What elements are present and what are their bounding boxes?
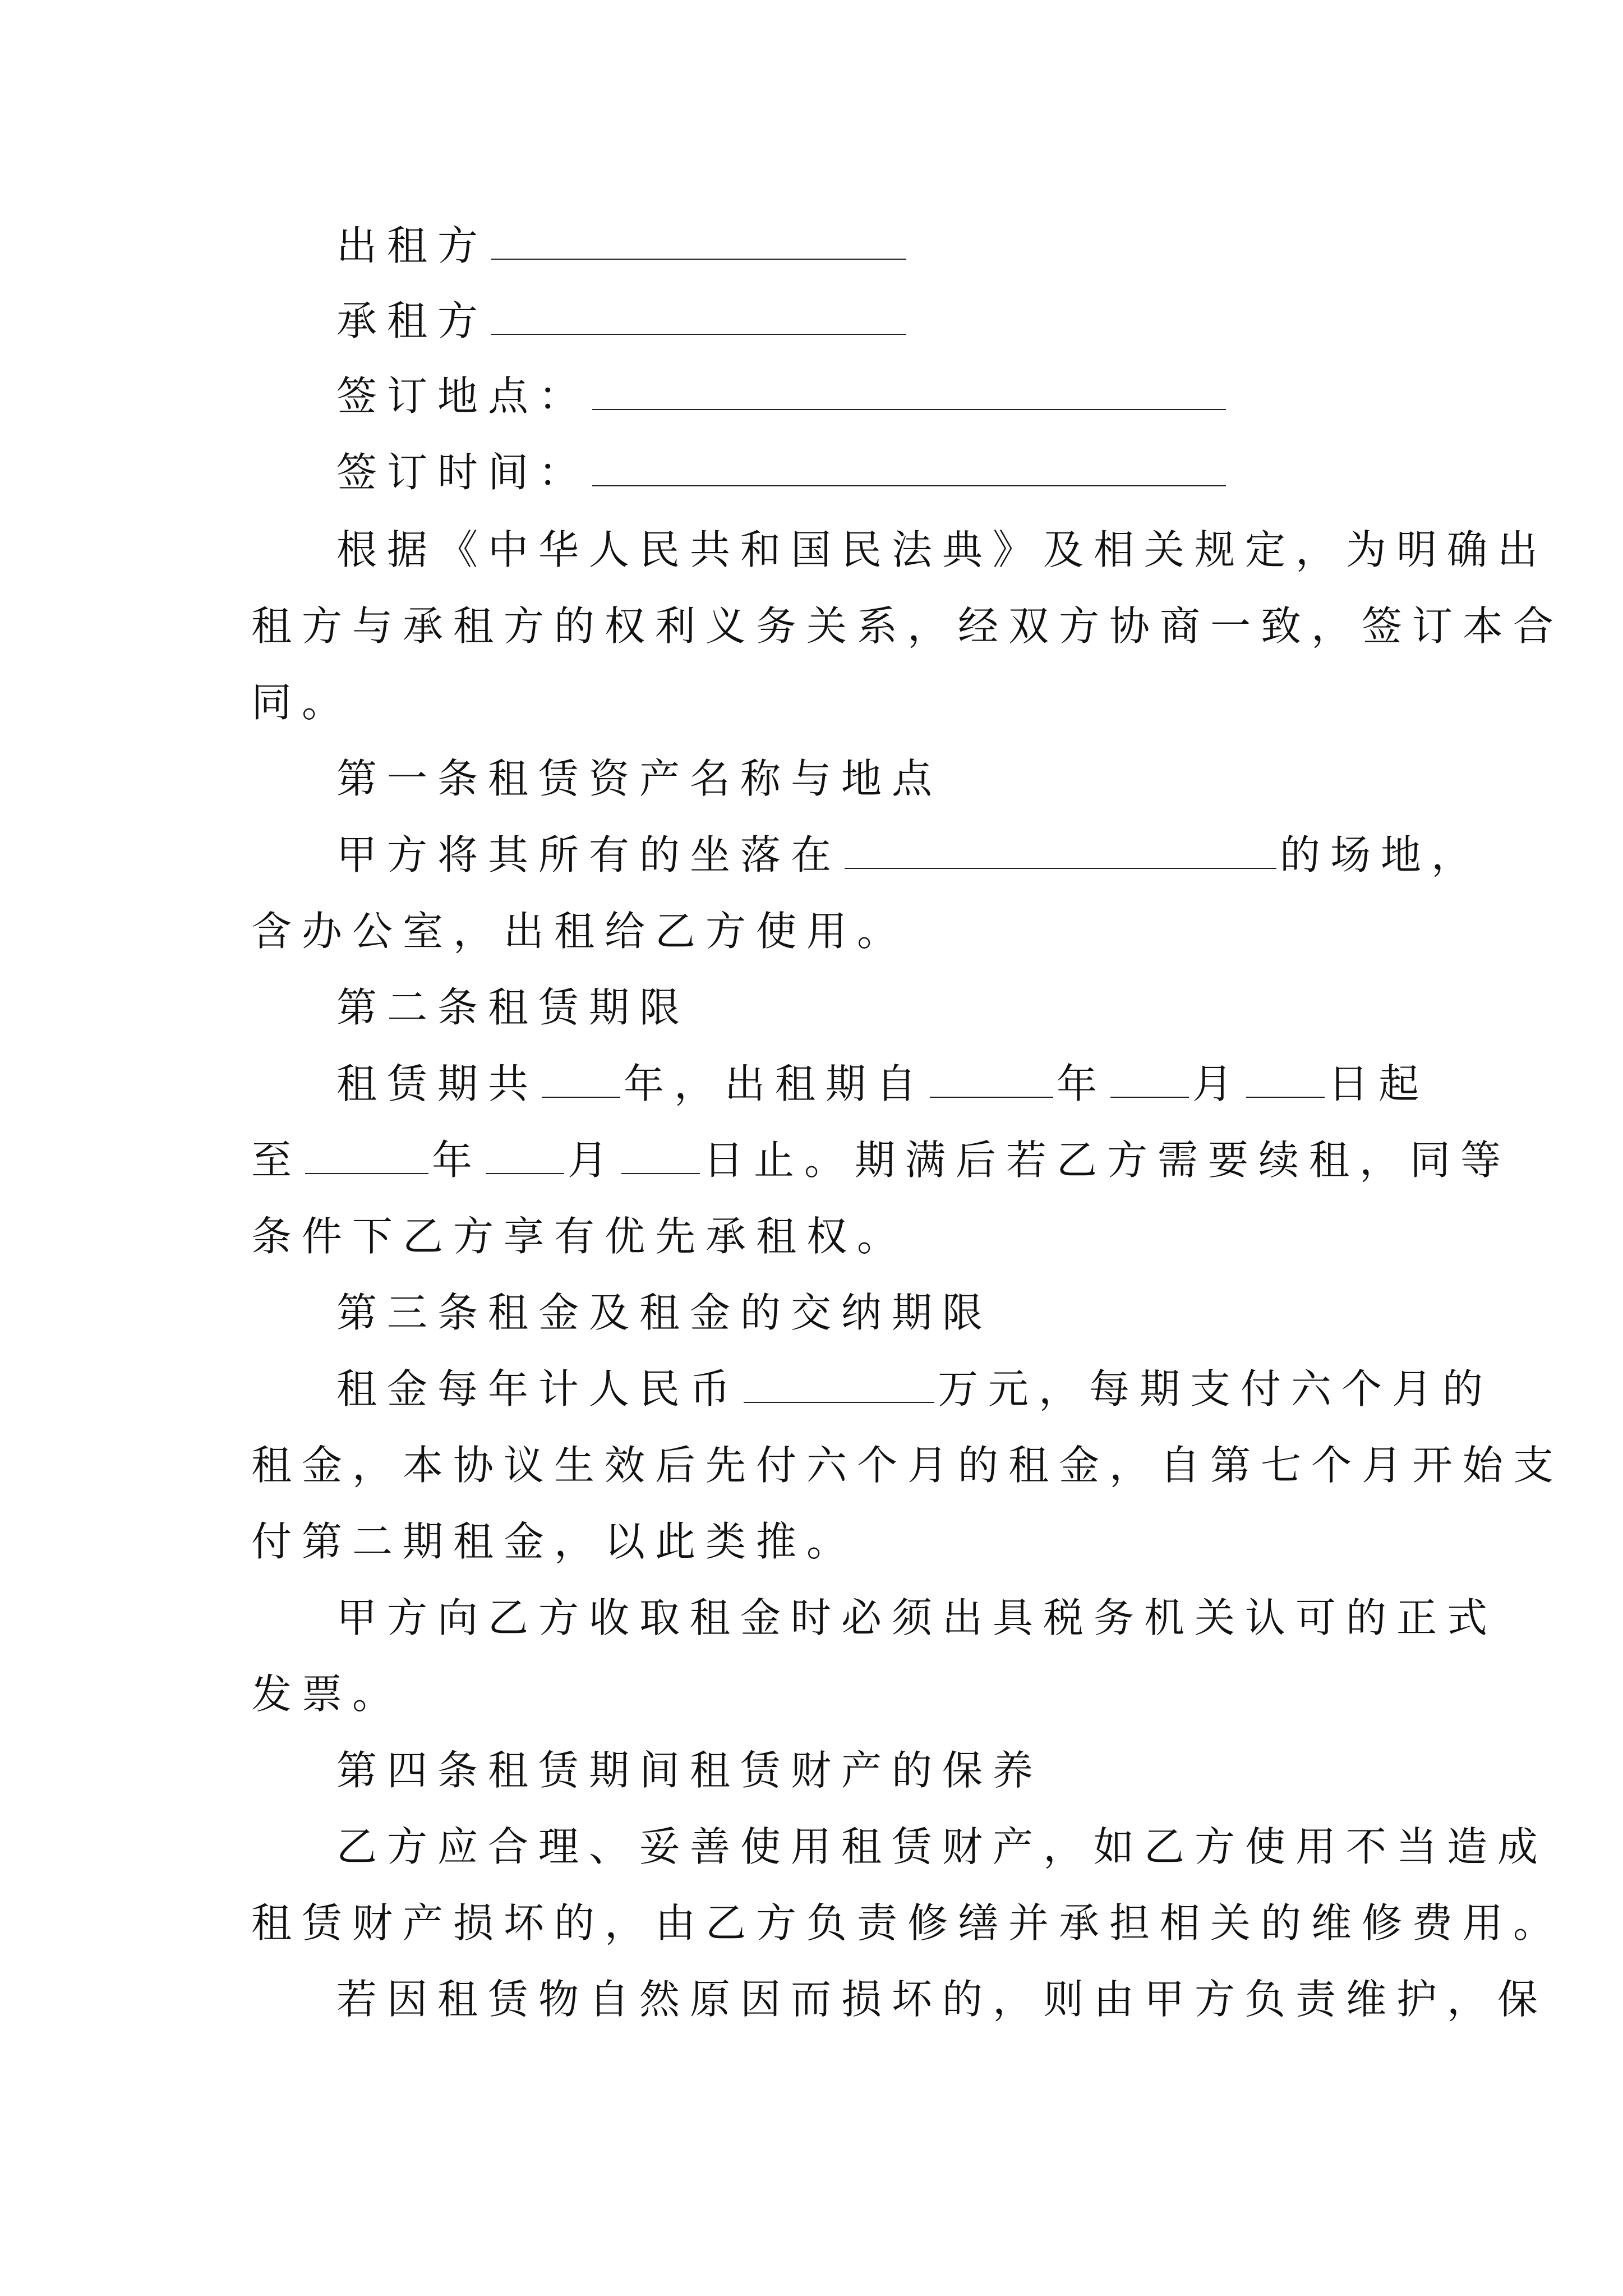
start-year-blank[interactable] — [930, 1059, 1053, 1098]
end-month-blank[interactable] — [486, 1135, 564, 1174]
lessor-label: 出租方 — [336, 222, 488, 269]
preamble-line-2: 租方与承租方的权利义务关系，经双方协商一致，签订本合 — [251, 602, 1564, 650]
signing-place-label: 签订地点： — [336, 372, 589, 420]
article2-text-c: 年 — [1057, 1060, 1108, 1107]
article2-text-i: 日止。期满后若乙方需要续租，同等 — [703, 1137, 1511, 1184]
article1-line-1 — [336, 821, 1482, 889]
lessee-line — [336, 287, 1396, 355]
article3-title: 第三条租金及租金的交纳期限 — [336, 1289, 993, 1336]
article1-title: 第一条租赁资产名称与地点 — [336, 755, 943, 802]
article4-title: 第四条租赁期间租赁财产的保养 — [336, 1747, 1044, 1794]
article2-text-g: 年 — [432, 1137, 483, 1184]
article1-text-a: 甲方将其所有的坐落在 — [336, 831, 842, 878]
signing-time-line — [336, 439, 1396, 506]
article4-line-2: 租赁财产损坏的，由乙方负责修缮并承担相关的维修费用。 — [251, 1899, 1564, 1947]
lease-years-blank[interactable] — [542, 1059, 620, 1098]
article2-line-2 — [251, 1126, 1511, 1194]
article1-line-2: 含办公室，出租给乙方使用。 — [251, 908, 908, 955]
article3-line-2: 租金，本协议生效后先付六个月的租金，自第七个月开始支 — [251, 1442, 1564, 1489]
article2-text-a: 租赁期共 — [336, 1060, 539, 1107]
article4-line-3: 若因租赁物自然原因而损坏的，则由甲方负责维护，保 — [336, 1976, 1548, 2023]
article3-line-3: 付第二期租金，以此类推。 — [251, 1518, 857, 1565]
preamble-line-3: 同。 — [251, 679, 353, 726]
article3-line-1 — [336, 1355, 1493, 1423]
article3-text-a: 租金每年计人民币 — [336, 1365, 741, 1412]
signing-time-blank[interactable] — [592, 447, 1226, 486]
end-year-blank[interactable] — [305, 1135, 428, 1174]
article2-title: 第二条租赁期限 — [336, 984, 690, 1031]
start-month-blank[interactable] — [1110, 1059, 1189, 1098]
signing-time-label: 签订时间： — [336, 449, 589, 496]
article3-text-b: 万元，每期支付六个月的 — [938, 1365, 1493, 1412]
start-day-blank[interactable] — [1246, 1059, 1325, 1098]
preamble-line-1: 根据《中华人民共和国民法典》及相关规定，为明确出 — [336, 526, 1548, 573]
article2-text-f: 至 — [251, 1137, 302, 1184]
article1-text-b: 的场地， — [1280, 831, 1482, 878]
annual-rent-blank[interactable] — [744, 1364, 934, 1403]
lessor-line — [336, 212, 1396, 279]
article2-text-d: 月 — [1192, 1060, 1243, 1107]
article2-line-3: 条件下乙方享有优先承租权。 — [251, 1213, 908, 1260]
article2-text-h: 月 — [568, 1137, 619, 1184]
property-location-blank[interactable] — [845, 830, 1276, 869]
signing-place-blank[interactable] — [592, 371, 1226, 410]
lessee-blank[interactable] — [491, 296, 906, 335]
signing-place-line — [336, 362, 1396, 430]
article2-text-b: 年，出租期自 — [624, 1060, 927, 1107]
article3-line-5: 发票。 — [251, 1671, 403, 1718]
lessor-blank[interactable] — [491, 220, 906, 260]
lessee-label: 承租方 — [336, 297, 488, 344]
end-day-blank[interactable] — [621, 1135, 700, 1174]
article2-line-1 — [336, 1050, 1430, 1117]
article2-text-e: 日起 — [1328, 1060, 1430, 1107]
article3-line-4: 甲方向乙方收取租金时必须出具税务机关认可的正式 — [336, 1594, 1498, 1641]
article4-line-1: 乙方应合理、妥善使用租赁财产，如乙方使用不当造成 — [336, 1823, 1548, 1870]
